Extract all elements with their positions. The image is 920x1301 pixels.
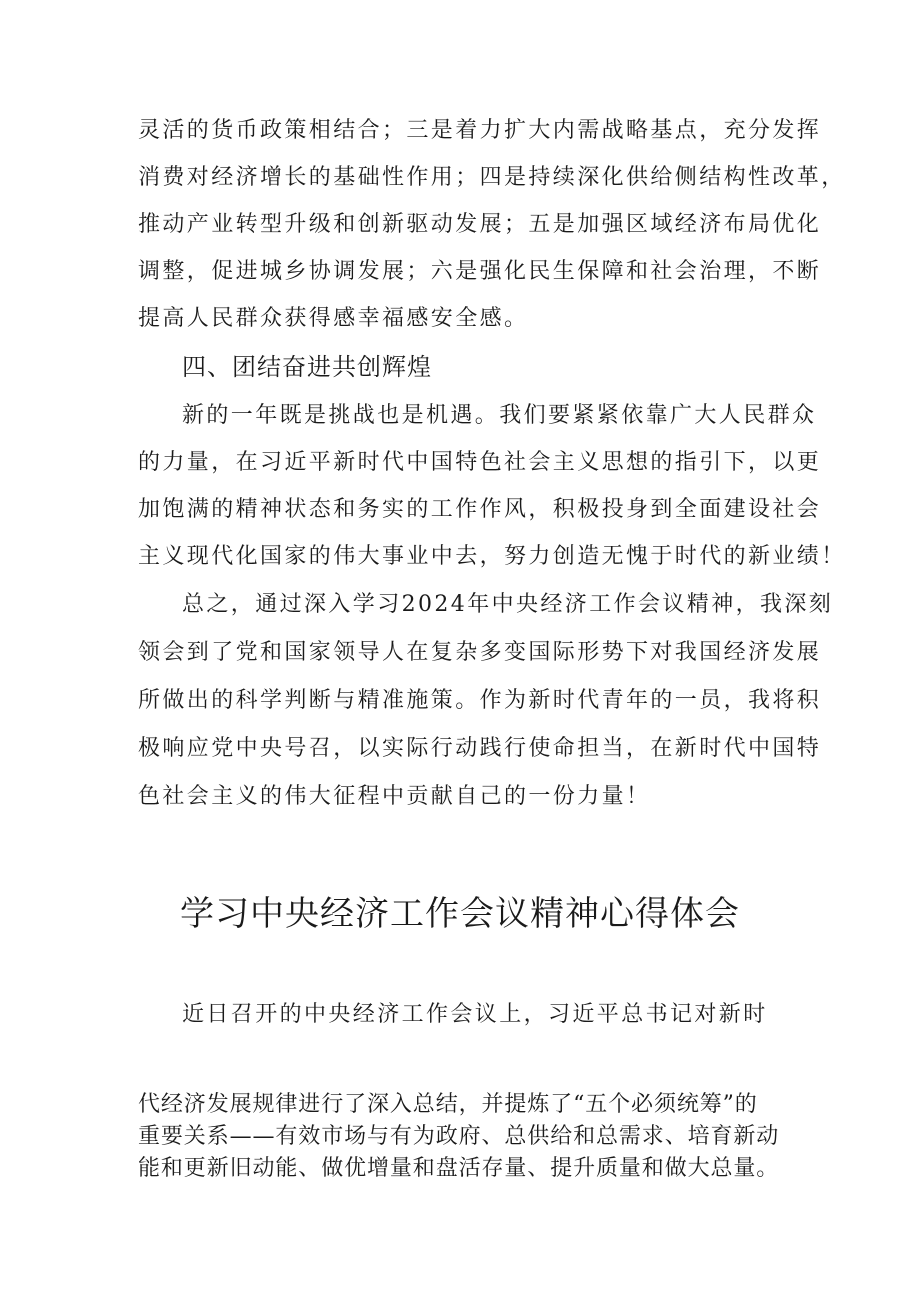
text-line: 调整，促进城乡协调发展；六是强化民生保障和社会治理，不断 xyxy=(138,259,822,284)
text-line: 的力量，在习近平新时代中国特色社会主义思想的指引下，以更 xyxy=(138,450,822,475)
text-line: 领会到了党和国家领导人在复杂多变国际形势下对我国经济发展 xyxy=(138,640,822,665)
text-line: 推动产业转型升级和创新驱动发展；五是加强区域经济布局优化 xyxy=(138,212,822,237)
article-title: 学习中央经济工作会议精神心得体会 xyxy=(180,894,740,934)
section-heading: 四、团结奋进共创辉煌 xyxy=(182,353,432,381)
text-line: 重要关系——有效市场与有为政府、总供给和总需求、培育新动 xyxy=(138,1124,780,1149)
text-line: 新的一年既是挑战也是机遇。我们要紧紧依靠广大人民群众 xyxy=(182,403,817,428)
text-line: 代经济发展规律进行了深入总结，并提炼了“五个必须统筹”的 xyxy=(138,1092,758,1117)
text-line: 消费对经济增长的基础性作用；四是持续深化供给侧结构性改革， xyxy=(138,165,846,190)
text-line: 提高人民群众获得感幸福感安全感。 xyxy=(138,306,529,331)
text-line: 总之，通过深入学习2024年中央经济工作会议精神，我深刻 xyxy=(182,592,834,617)
text-line: 极响应党中央号召，以实际行动践行使命担当，在新时代中国特 xyxy=(138,736,822,761)
text-line: 能和更新旧动能、做优增量和盘活存量、提升质量和做大总量。 xyxy=(138,1156,780,1181)
text-line: 色社会主义的伟大征程中贡献自己的一份力量！ xyxy=(138,784,651,809)
text-line: 近日召开的中央经济工作会议上，习近平总书记对新时 xyxy=(182,1002,768,1027)
text-line: 主义现代化国家的伟大事业中去，努力创造无愧于时代的新业绩！ xyxy=(138,544,846,569)
text-line: 加饱满的精神状态和务实的工作作风，积极投身到全面建设社会 xyxy=(138,497,822,522)
text-line: 灵活的货币政策相结合；三是着力扩大内需战略基点，充分发挥 xyxy=(138,118,822,143)
text-line: 所做出的科学判断与精准施策。作为新时代青年的一员，我将积 xyxy=(138,688,822,713)
